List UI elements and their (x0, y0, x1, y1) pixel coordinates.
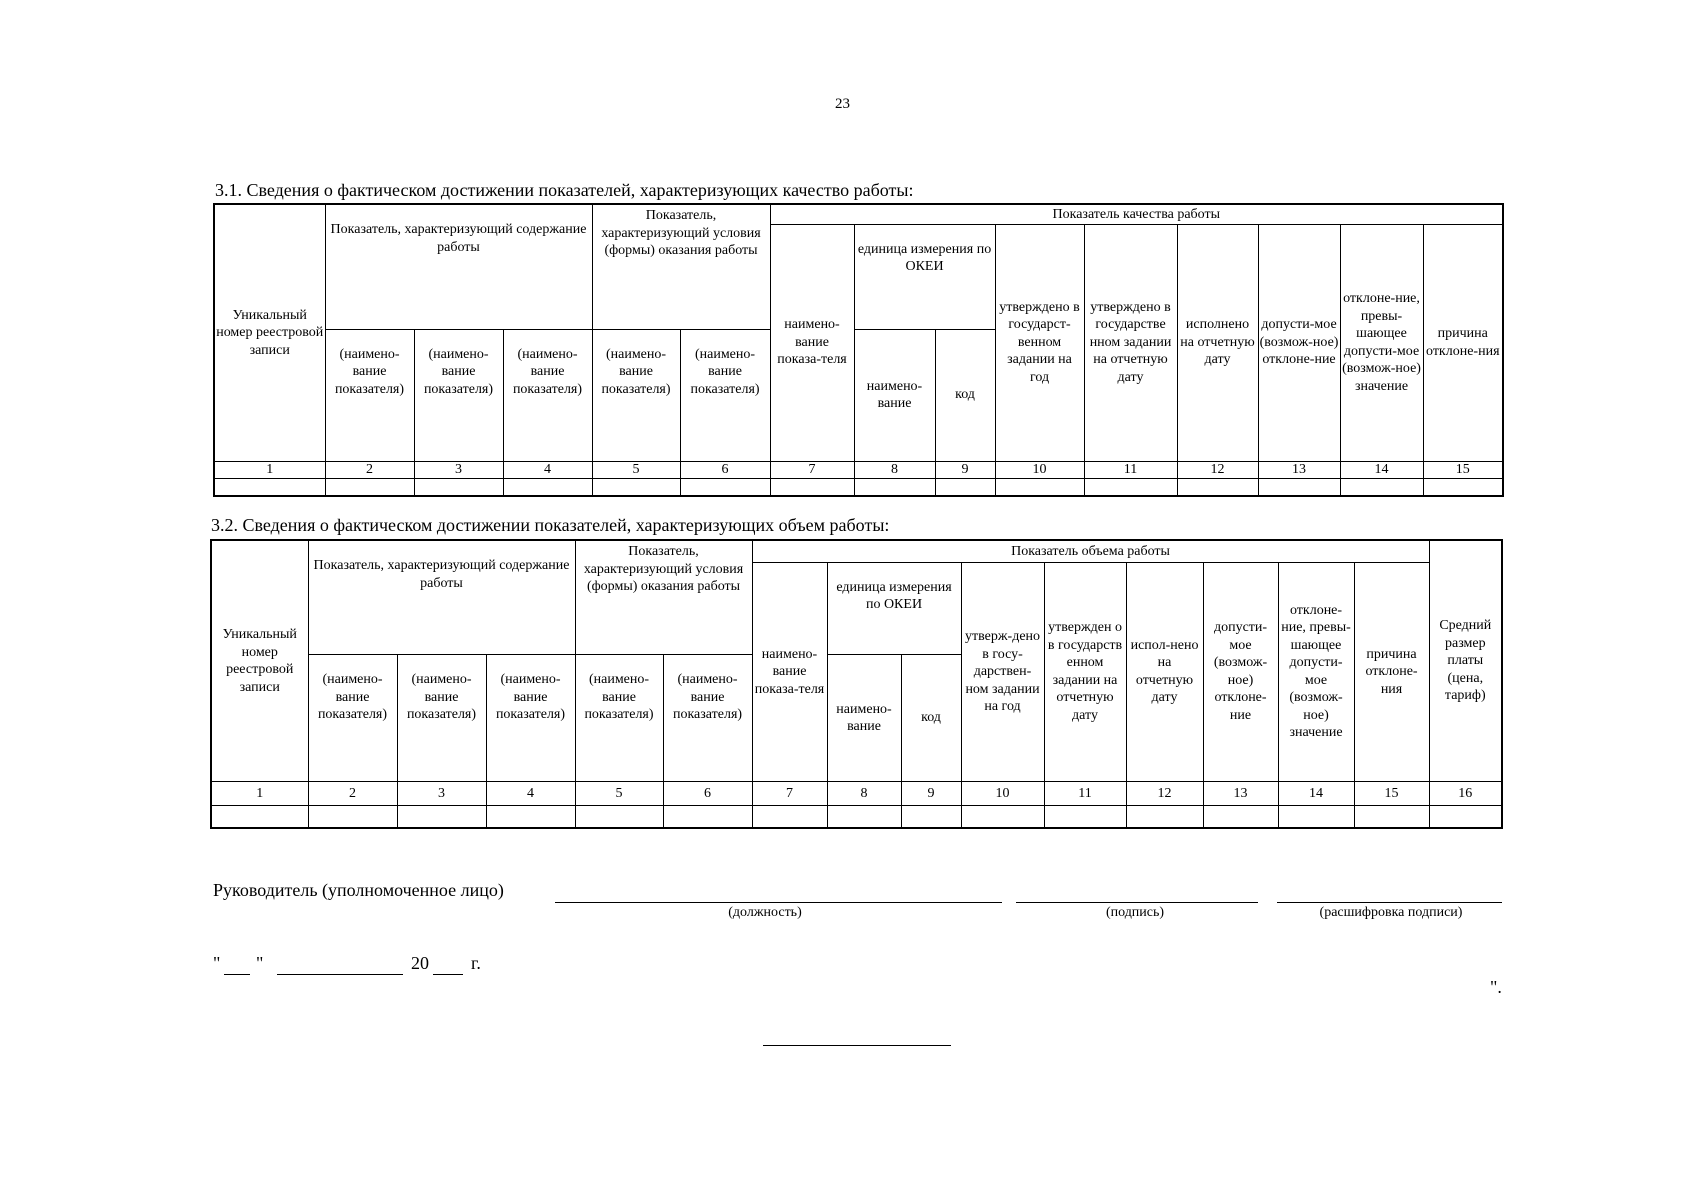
column-numbers-row (214, 461, 1503, 478)
col-number: 10 (961, 782, 1044, 806)
col-number: 8 (854, 461, 935, 478)
col-number: 16 (1429, 782, 1502, 806)
month-blank[interactable] (277, 974, 403, 975)
year-suffix: г. (471, 953, 481, 973)
col-number: 2 (308, 782, 397, 806)
empty-cell[interactable] (663, 806, 752, 828)
col-number: 4 (503, 461, 592, 478)
header-sub-name-1: (наимено-вание показателя) (308, 655, 397, 782)
col-number: 9 (901, 782, 961, 806)
header-approved-date: утвержден о в государств енном задании на отчетную дату (1044, 562, 1126, 782)
col-number: 6 (663, 782, 752, 806)
position-caption: (должность) (728, 905, 802, 920)
empty-cell[interactable] (854, 478, 935, 496)
header-conditions-indicator: Показатель, характеризующий условия (формы) оказания работы (575, 540, 752, 655)
decoding-caption: (расшифровка подписи) (1319, 905, 1463, 920)
header-unit-okei: единица измерения по ОКЕИ (854, 224, 995, 329)
empty-cell[interactable] (214, 478, 325, 496)
volume-indicators-table (210, 539, 1503, 829)
col-number: 3 (414, 461, 503, 478)
col-number: 3 (397, 782, 486, 806)
empty-cell[interactable] (1177, 478, 1258, 496)
header-sub-name-5: (наимено-вание показателя) (680, 329, 770, 461)
empty-cell[interactable] (1354, 806, 1429, 828)
col-number: 2 (325, 461, 414, 478)
table2-title: 3.2. Сведения о фактическом достижении показателей, характеризующих объем работы: (211, 515, 890, 535)
header-indicator-name: наимено-вание показа-теля (752, 562, 827, 782)
empty-cell[interactable] (486, 806, 575, 828)
col-number: 9 (935, 461, 995, 478)
col-number: 14 (1278, 782, 1354, 806)
empty-cell[interactable] (1278, 806, 1354, 828)
empty-cell[interactable] (308, 806, 397, 828)
header-conditions-indicator: Показатель, характеризующий условия (формы) оказания работы (592, 204, 770, 329)
header-sub-name-3: (наимено-вание показателя) (486, 655, 575, 782)
header-approved-date: утверждено в государстве нном задании на отчетную дату (1084, 224, 1177, 461)
year-blank[interactable] (433, 974, 463, 975)
col-number: 14 (1340, 461, 1423, 478)
signature-line[interactable] (1016, 902, 1258, 903)
empty-cell[interactable] (211, 806, 308, 828)
signature-caption: (подпись) (1105, 905, 1165, 920)
header-executed: исполнено на отчетную дату (1177, 224, 1258, 461)
col-number: 7 (770, 461, 854, 478)
header-sub-name-4: (наимено-вание показателя) (575, 655, 663, 782)
table1-title: 3.1. Сведения о фактическом достижении показателей, характеризующих качество работы: (215, 180, 914, 200)
quality-indicators-table (213, 203, 1504, 497)
header-record-number: Уникальный номер реестровой записи (211, 540, 308, 782)
col-number: 4 (486, 782, 575, 806)
empty-cell[interactable] (503, 478, 592, 496)
header-unit-name: наимено-вание (854, 329, 935, 461)
date-quote-open: " (213, 953, 221, 973)
table-row (211, 806, 1502, 828)
header-indicator-name: наимено-вание показа-теля (770, 224, 854, 461)
empty-cell[interactable] (961, 806, 1044, 828)
header-content-indicator: Показатель, характеризующий содержание работы (308, 540, 575, 655)
header-unit-okei: единица измерения по ОКЕИ (827, 562, 961, 655)
header-sub-name-2: (наимено-вание показателя) (414, 329, 503, 461)
empty-cell[interactable] (1340, 478, 1423, 496)
empty-cell[interactable] (397, 806, 486, 828)
empty-cell[interactable] (414, 478, 503, 496)
col-number: 12 (1126, 782, 1203, 806)
col-number: 7 (752, 782, 827, 806)
empty-cell[interactable] (680, 478, 770, 496)
signature-label: Руководитель (уполномоченное лицо) (213, 880, 504, 900)
empty-cell[interactable] (752, 806, 827, 828)
empty-cell[interactable] (770, 478, 854, 496)
empty-cell[interactable] (325, 478, 414, 496)
empty-cell[interactable] (1423, 478, 1503, 496)
header-sub-name-2: (наимено-вание показателя) (397, 655, 486, 782)
header-record-number: Уникальный номер реестровой записи (214, 204, 325, 461)
header-unit-code: код (901, 655, 961, 782)
header-approved-year: утверждено в государст-венном задании на год (995, 224, 1084, 461)
header-sub-name-1: (наимено-вание показателя) (325, 329, 414, 461)
col-number: 13 (1203, 782, 1278, 806)
col-number: 13 (1258, 461, 1340, 478)
header-allowed-deviation: допусти-мое (возмож-ное) отклоне-ние (1258, 224, 1340, 461)
empty-cell[interactable] (995, 478, 1084, 496)
header-sub-name-3: (наимено-вание показателя) (503, 329, 592, 461)
col-number: 11 (1044, 782, 1126, 806)
header-average-fee: Средний размер платы (цена, тариф) (1429, 540, 1502, 782)
col-number: 1 (211, 782, 308, 806)
empty-cell[interactable] (901, 806, 961, 828)
day-blank[interactable] (224, 974, 250, 975)
empty-cell[interactable] (592, 478, 680, 496)
empty-cell[interactable] (827, 806, 901, 828)
column-numbers-row (211, 782, 1502, 806)
empty-cell[interactable] (1203, 806, 1278, 828)
col-number: 5 (575, 782, 663, 806)
empty-cell[interactable] (1429, 806, 1502, 828)
year-prefix: 20 (411, 953, 429, 973)
header-exceeding-deviation: отклоне-ние, превы-шающее допусти-мое (возмож-ное) значение (1278, 562, 1354, 782)
date-quote-close: " (256, 953, 264, 973)
header-approved-year: утверж-дено в госу-дарствен-ном задании на год (961, 562, 1044, 782)
col-number: 12 (1177, 461, 1258, 478)
col-number: 15 (1423, 461, 1503, 478)
col-number: 15 (1354, 782, 1429, 806)
closing-mark: ". (1490, 977, 1502, 997)
header-executed: испол-нено на отчетную дату (1126, 562, 1203, 782)
decoding-line[interactable] (1277, 902, 1502, 903)
empty-cell[interactable] (575, 806, 663, 828)
header-allowed-deviation: допусти-мое (возмож-ное) отклоне-ние (1203, 562, 1278, 782)
col-number: 10 (995, 461, 1084, 478)
header-unit-code: код (935, 329, 995, 461)
header-sub-name-5: (наимено-вание показателя) (663, 655, 752, 782)
header-volume-indicator: Показатель объема работы (752, 540, 1429, 562)
col-number: 1 (214, 461, 325, 478)
footnote-separator (763, 1045, 951, 1046)
page-number: 23 (835, 96, 850, 112)
col-number: 5 (592, 461, 680, 478)
table-row (214, 478, 1503, 496)
header-sub-name-4: (наимено-вание показателя) (592, 329, 680, 461)
header-quality-indicator: Показатель качества работы (770, 204, 1503, 224)
position-line[interactable] (555, 902, 1002, 903)
empty-cell[interactable] (1044, 806, 1126, 828)
header-deviation-reason: причина отклоне-ния (1423, 224, 1503, 461)
empty-cell[interactable] (935, 478, 995, 496)
header-content-indicator: Показатель, характеризующий содержание работы (325, 204, 592, 329)
header-unit-name: наимено-вание (827, 655, 901, 782)
header-deviation-reason: причина отклоне-ния (1354, 562, 1429, 782)
col-number: 6 (680, 461, 770, 478)
header-exceeding-deviation: отклоне-ние, превы-шающее допусти-мое (возмож-ное) значение (1340, 224, 1423, 461)
col-number: 8 (827, 782, 901, 806)
empty-cell[interactable] (1258, 478, 1340, 496)
empty-cell[interactable] (1084, 478, 1177, 496)
empty-cell[interactable] (1126, 806, 1203, 828)
col-number: 11 (1084, 461, 1177, 478)
